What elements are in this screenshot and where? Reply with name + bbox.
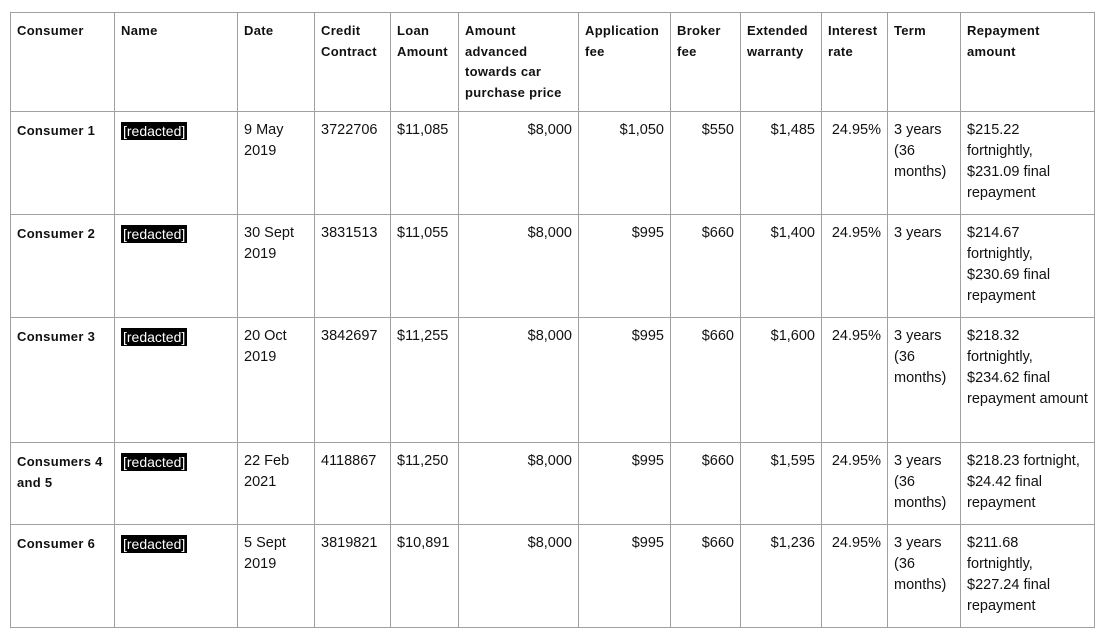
cell-consumer: Consumer 3	[11, 318, 115, 443]
cell-application-fee: $995	[579, 215, 671, 318]
header-date: Date	[238, 13, 315, 112]
cell-consumer: Consumer 2	[11, 215, 115, 318]
cell-term: 3 years (36 months)	[888, 318, 961, 443]
cell-name	[115, 318, 238, 443]
cell-term: 3 years (36 months)	[888, 525, 961, 628]
cell-loan-amount: $10,891	[391, 525, 459, 628]
header-interest-rate: Interest rate	[822, 13, 888, 112]
cell-consumer: Consumer 6	[11, 525, 115, 628]
cell-repayment: $218.23 fortnight, $24.42 final repayment	[961, 443, 1095, 525]
table-row	[11, 525, 1095, 628]
cell-term: 3 years (36 months)	[888, 112, 961, 215]
cell-loan-amount: $11,255	[391, 318, 459, 443]
table-row	[11, 215, 1095, 318]
cell-application-fee: $995	[579, 525, 671, 628]
cell-extended-warranty: $1,595	[741, 443, 822, 525]
cell-date: 30 Sept 2019	[238, 215, 315, 318]
redacted-name: [redacted]	[123, 454, 186, 470]
cell-interest-rate: 24.95%	[822, 318, 888, 443]
header-amount-advanced: Amount advanced towards car purchase price	[459, 13, 579, 112]
redacted-name: [redacted]	[123, 536, 186, 552]
table-header-row	[11, 13, 1095, 112]
cell-loan-amount: $11,055	[391, 215, 459, 318]
cell-interest-rate: 24.95%	[822, 215, 888, 318]
cell-interest-rate: 24.95%	[822, 443, 888, 525]
cell-term: 3 years (36 months)	[888, 443, 961, 525]
header-extended-warranty: Extended warranty	[741, 13, 822, 112]
cell-name	[115, 525, 238, 628]
cell-name	[115, 215, 238, 318]
cell-application-fee: $995	[579, 443, 671, 525]
cell-broker-fee: $550	[671, 112, 741, 215]
header-term: Term	[888, 13, 961, 112]
cell-loan-amount: $11,250	[391, 443, 459, 525]
cell-extended-warranty: $1,236	[741, 525, 822, 628]
cell-amount-advanced: $8,000	[459, 525, 579, 628]
cell-date: 5 Sept 2019	[238, 525, 315, 628]
cell-credit-contract: 3819821	[315, 525, 391, 628]
cell-repayment: $211.68 fortnightly, $227.24 final repayment	[961, 525, 1095, 628]
cell-amount-advanced: $8,000	[459, 318, 579, 443]
cell-extended-warranty: $1,485	[741, 112, 822, 215]
cell-date: 22 Feb 2021	[238, 443, 315, 525]
cell-broker-fee: $660	[671, 215, 741, 318]
header-application-fee: Application fee	[579, 13, 671, 112]
cell-consumer: Consumer 1	[11, 112, 115, 215]
header-repayment-amount: Repayment amount	[961, 13, 1095, 112]
cell-credit-contract: 3831513	[315, 215, 391, 318]
cell-date: 9 May 2019	[238, 112, 315, 215]
cell-repayment: $218.32 fortnightly, $234.62 final repayment amount	[961, 318, 1095, 443]
cell-broker-fee: $660	[671, 525, 741, 628]
table-row	[11, 318, 1095, 443]
cell-loan-amount: $11,085	[391, 112, 459, 215]
cell-term: 3 years	[888, 215, 961, 318]
cell-name	[115, 112, 238, 215]
cell-credit-contract: 3842697	[315, 318, 391, 443]
header-name: Name	[115, 13, 238, 112]
cell-extended-warranty: $1,400	[741, 215, 822, 318]
cell-consumer: Consumers 4 and 5	[11, 443, 115, 525]
cell-broker-fee: $660	[671, 443, 741, 525]
redacted-name: [redacted]	[123, 226, 186, 242]
cell-application-fee: $1,050	[579, 112, 671, 215]
cell-credit-contract: 4118867	[315, 443, 391, 525]
cell-interest-rate: 24.95%	[822, 525, 888, 628]
cell-repayment: $214.67 fortnightly, $230.69 final repayment	[961, 215, 1095, 318]
table-row	[11, 443, 1095, 525]
cell-interest-rate: 24.95%	[822, 112, 888, 215]
table-row	[11, 112, 1095, 215]
cell-application-fee: $995	[579, 318, 671, 443]
header-credit-contract: Credit Contract	[315, 13, 391, 112]
cell-extended-warranty: $1,600	[741, 318, 822, 443]
header-broker-fee: Broker fee	[671, 13, 741, 112]
cell-amount-advanced: $8,000	[459, 443, 579, 525]
cell-amount-advanced: $8,000	[459, 112, 579, 215]
cell-amount-advanced: $8,000	[459, 215, 579, 318]
loan-details-table	[10, 12, 1095, 628]
redacted-name: [redacted]	[123, 123, 186, 139]
cell-repayment: $215.22 fortnightly, $231.09 final repayment	[961, 112, 1095, 215]
cell-broker-fee: $660	[671, 318, 741, 443]
cell-credit-contract: 3722706	[315, 112, 391, 215]
header-consumer: Consumer	[11, 13, 115, 112]
cell-name	[115, 443, 238, 525]
cell-date: 20 Oct 2019	[238, 318, 315, 443]
header-loan-amount: Loan Amount	[391, 13, 459, 112]
redacted-name: [redacted]	[123, 329, 186, 345]
